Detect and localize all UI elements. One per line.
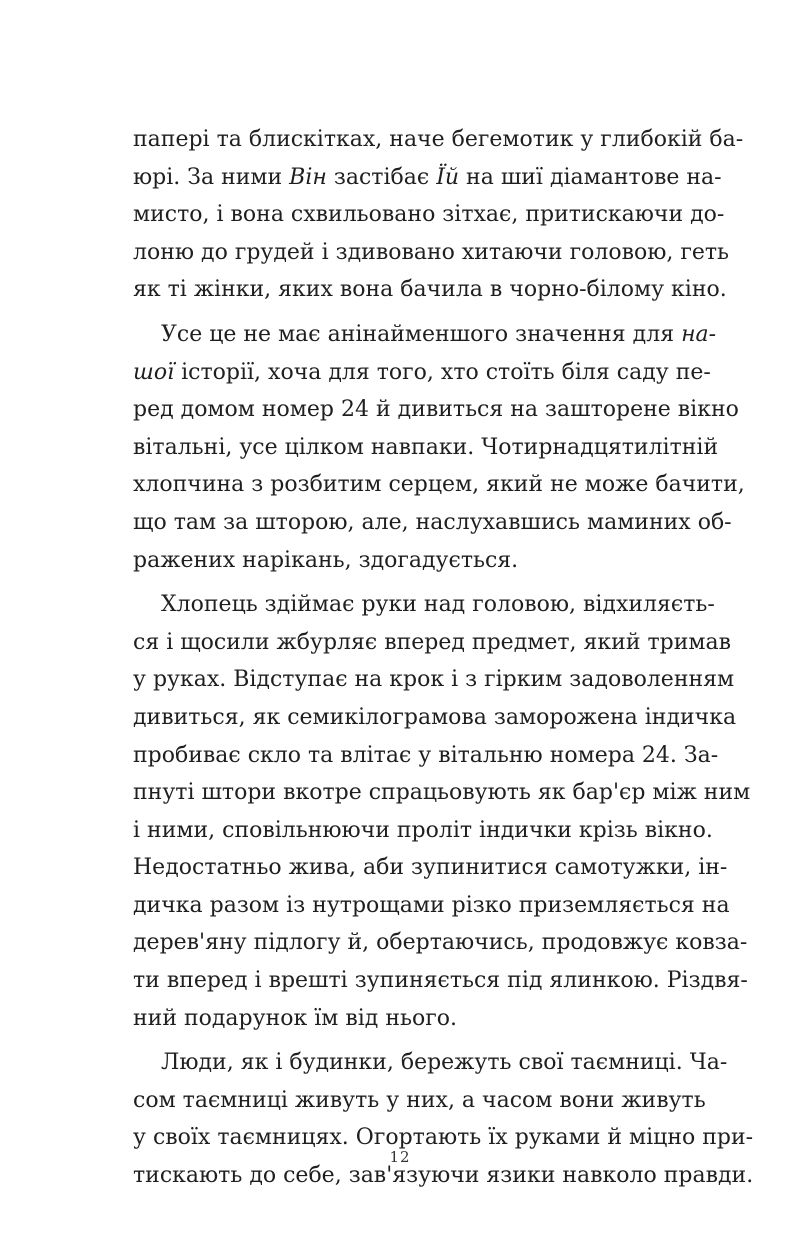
- paragraph-gap: [133, 309, 693, 316]
- text-line: Люди, як і будинки, бережуть свої таємниці. Ча-: [161, 1050, 728, 1076]
- italic-emphasis: на-: [681, 321, 717, 347]
- text-line: Хлопець здіймає руки над головою, відхиляєть-: [161, 592, 715, 618]
- text-line: як ті жінки, яких вона бачила в чорно-білому кіно.: [133, 277, 727, 303]
- paragraph-gap: [133, 579, 693, 586]
- text-line: вітальні, усе цілком навпаки. Чотирнадцятилітній: [133, 434, 719, 460]
- italic-emphasis: Їй: [436, 164, 460, 190]
- body-text: [133, 121, 754, 1195]
- text-line: тискають до себе, зав'язуючи язики навколо правди.: [133, 1163, 754, 1189]
- text-line: і ними, сповільнюючи проліт індички крізь вікно.: [133, 817, 713, 843]
- text-line: ражених нарікань, здогадується.: [133, 547, 519, 573]
- text-line: ся і щосили жбурляє вперед предмет, який тримав: [133, 629, 732, 655]
- text-line: пробиває скло та влітає у вітальню номера 24. За-: [133, 742, 719, 768]
- text-line: шої історії, хоча для того, хто стоїть біля саду пе-: [133, 359, 711, 385]
- text-line: мисто, і вона схвильовано зітхає, притискаючи до-: [133, 202, 725, 228]
- text-line: Усе це не має анінайменшого значення для на-: [161, 321, 717, 347]
- italic-emphasis: шої: [133, 359, 175, 385]
- text-line: у своїх таємницях. Огортають їх руками й міцно при-: [133, 1125, 754, 1151]
- paragraph-gap: [133, 1037, 693, 1044]
- paragraph: [133, 1044, 754, 1194]
- text-line: ти вперед і врешті зупиняється під ялинкою. Різдвя-: [133, 968, 748, 994]
- text-line: Недостатньо жива, аби зупинитися самотужки, ін-: [133, 855, 728, 881]
- text-line: сом таємниці живуть у них, а часом вони живуть: [133, 1087, 706, 1113]
- text-line: дивиться, як семикілограмова заморожена індичка: [133, 704, 737, 730]
- text-line: у руках. Відступає на крок і з гірким задоволенням: [133, 667, 735, 693]
- text-line: хлопчина з розбитим серцем, який не може бачити,: [133, 472, 745, 498]
- paragraph: [133, 316, 745, 579]
- text-line: що там за шторою, але, наслухавшись маминих об-: [133, 509, 732, 535]
- text-line: пнуті штори вкотре спрацьовують як бар'єр між ним: [133, 780, 751, 806]
- italic-emphasis: Він: [289, 164, 327, 190]
- text-line: лоню до грудей і здивовано хитаючи головою, геть: [133, 239, 730, 265]
- page-number: 12: [389, 1148, 411, 1166]
- paragraph: [133, 121, 744, 309]
- text-line: ний подарунок їм від нього.: [133, 1005, 457, 1031]
- paragraph: [133, 586, 751, 1037]
- text-line: папері та блискітках, наче бегемотик у глибокій ба-: [133, 127, 744, 152]
- text-line: ред домом номер 24 й дивиться на зашторене вікно: [133, 397, 739, 423]
- text-line: дерев'яну підлогу й, обертаючись, продовжує ковза-: [133, 930, 748, 956]
- text-line: дичка разом із нутрощами різко приземляється на: [133, 892, 730, 918]
- text-line: юрі. За ними Він застібає Їй на шиї діамантове на-: [133, 164, 722, 190]
